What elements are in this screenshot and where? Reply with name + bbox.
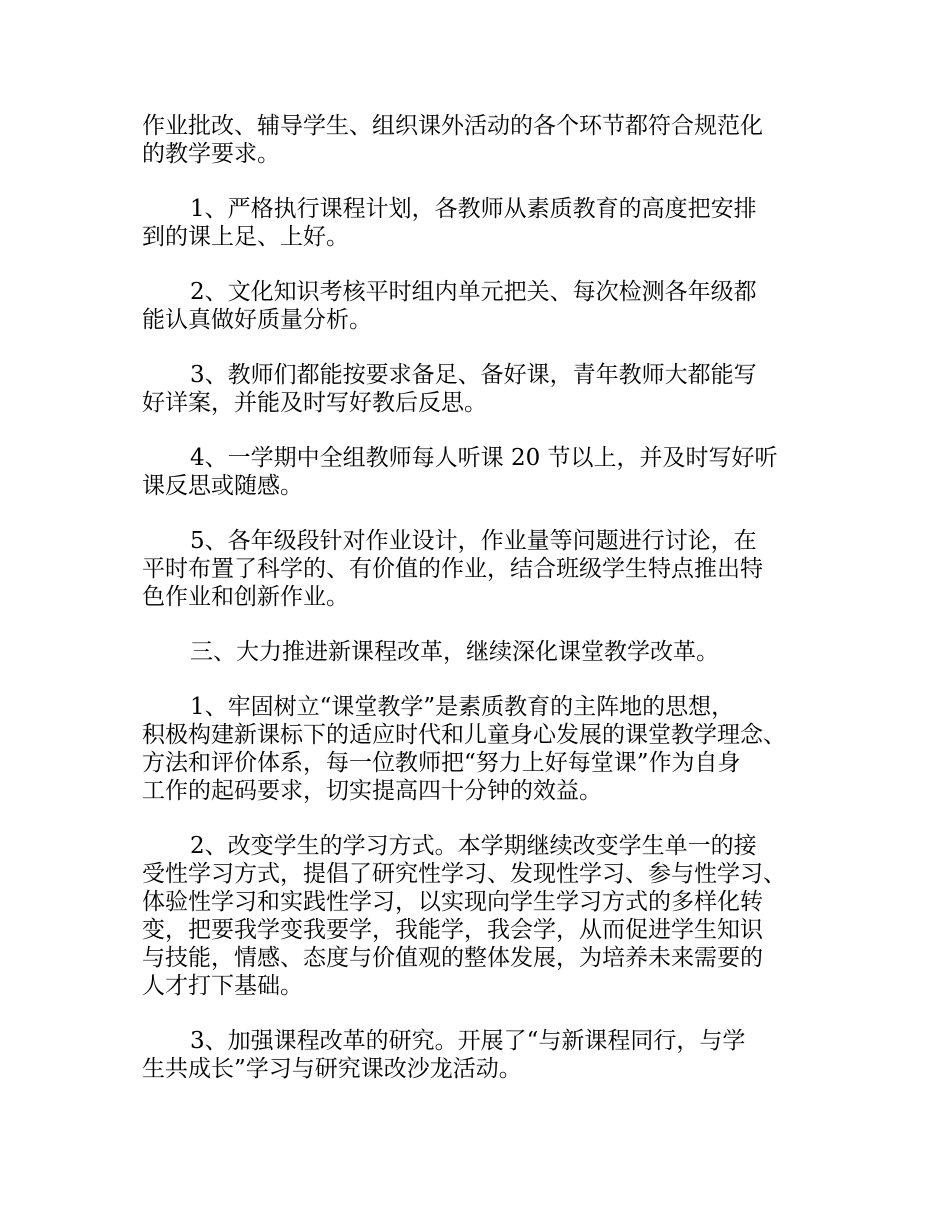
text-line: 平时布置了科学的、有价值的作业，结合班级学生特点推出特 xyxy=(142,556,763,582)
text-line: 生共成长”学习与研究课改沙龙活动。 xyxy=(142,1056,522,1082)
paragraph xyxy=(142,278,822,334)
text-line: 变，把要我学变我要学，我能学，我会学，从而促进学生知识 xyxy=(142,917,763,943)
text-line: 1、牢固树立“课堂教学”是素质教育的主阵地的思想， xyxy=(190,694,735,720)
paragraph xyxy=(142,444,822,500)
text-line: 的教学要求。 xyxy=(142,141,280,167)
text-line: 三、大力推进新课程改革，继续深化课堂教学改革。 xyxy=(190,639,719,665)
paragraph xyxy=(142,832,822,1000)
text-line: 2、改变学生的学习方式。本学期继续改变学生单一的接 xyxy=(190,833,757,859)
document-body xyxy=(142,112,822,1110)
text-line: 到的课上足、上好。 xyxy=(142,224,349,250)
text-line: 5、各年级段针对作业设计，作业量等问题进行讨论，在 xyxy=(190,528,757,554)
paragraph xyxy=(142,112,822,168)
text-line: 方法和评价体系，每一位教师把“努力上好每堂课”作为自身 xyxy=(142,750,741,776)
text-line: 受性学习方式，提倡了研究性学习、发现性学习、参与性学习、 xyxy=(142,861,786,887)
text-line: 3、教师们都能按要求备足、备好课，青年教师大都能写 xyxy=(190,362,757,388)
text-line: 工作的起码要求，切实提高四十分钟的效益。 xyxy=(142,778,602,804)
text-line: 与技能，情感、态度与价值观的整体发展，为培养未来需要的 xyxy=(142,945,763,971)
paragraph xyxy=(142,693,822,805)
text-line: 积极构建新课标下的适应时代和儿童身心发展的课堂教学理念、 xyxy=(142,722,786,748)
paragraph xyxy=(142,1027,822,1083)
text-line: 人才打下基础。 xyxy=(142,973,303,999)
text-line: 色作业和创新作业。 xyxy=(142,584,349,610)
paragraph xyxy=(142,361,822,417)
text-line: 好详案，并能及时写好教后反思。 xyxy=(142,390,487,416)
text-line: 课反思或随感。 xyxy=(142,473,303,499)
text-line: 2、文化知识考核平时组内单元把关、每次检测各年级都 xyxy=(190,279,757,305)
text-line: 体验性学习和实践性学习，以实现向学生学习方式的多样化转 xyxy=(142,889,763,915)
paragraph xyxy=(142,638,822,666)
paragraph xyxy=(142,195,822,251)
text-line: 能认真做好质量分析。 xyxy=(142,307,372,333)
paragraph xyxy=(142,527,822,611)
text-line: 作业批改、辅导学生、组织课外活动的各个环节都符合规范化 xyxy=(142,113,763,139)
text-line: 4、一学期中全组教师每人听课 20 节以上，并及时写好听 xyxy=(190,445,778,471)
text-line: 1、严格执行课程计划，各教师从素质教育的高度把安排 xyxy=(190,196,757,222)
text-line: 3、加强课程改革的研究。开展了“与新课程同行，与学 xyxy=(190,1028,746,1054)
